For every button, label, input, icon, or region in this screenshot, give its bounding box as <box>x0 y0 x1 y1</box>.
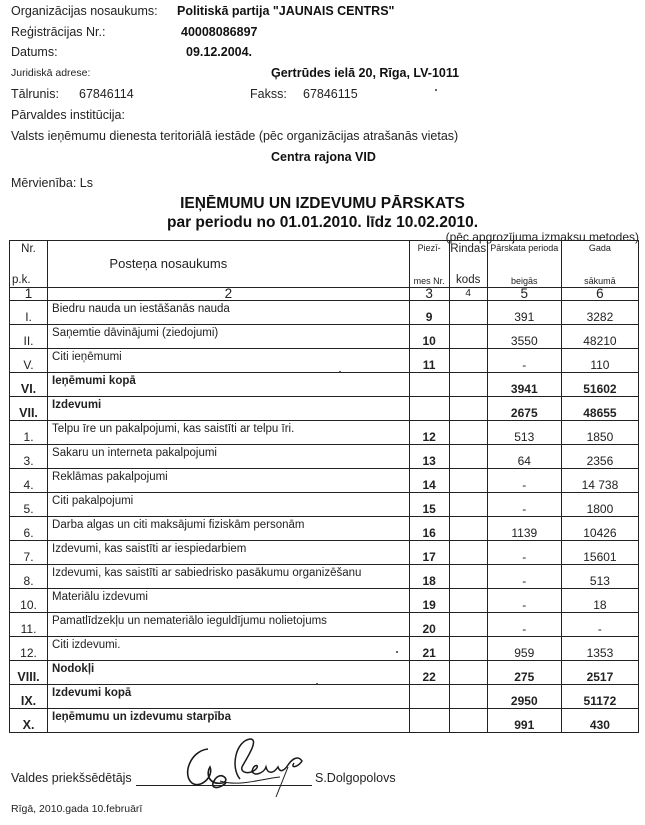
row-year-start: 430 <box>561 709 638 733</box>
scan-speck <box>396 651 398 653</box>
row-code <box>449 493 487 517</box>
row-note-nr: 14 <box>409 469 449 493</box>
row-code <box>449 541 487 565</box>
report-period: par periodu no 01.01.2010. līdz 10.02.2010. <box>166 214 478 231</box>
table-row <box>10 493 639 517</box>
row-code <box>449 445 487 469</box>
table-row <box>10 325 639 349</box>
row-note-nr <box>409 709 449 733</box>
row-period-end: - <box>487 613 561 637</box>
phone-value: 67846114 <box>79 87 134 101</box>
row-note-nr: 12 <box>409 421 449 445</box>
row-note-nr: 22 <box>409 661 449 685</box>
row-number: X. <box>10 709 48 733</box>
row-year-start: 110 <box>561 349 638 373</box>
row-item-name <box>48 493 410 517</box>
row-item-name <box>48 661 410 685</box>
row-period-end: - <box>487 541 561 565</box>
row-period-end: 959 <box>487 637 561 661</box>
row-year-start: 1850 <box>561 421 638 445</box>
header-nr: Nr. p.k. <box>10 241 48 288</box>
unit-label: Mērvienība: Ls <box>11 176 93 190</box>
row-item-name <box>48 709 410 733</box>
row-number: VI. <box>10 373 48 397</box>
row-note-nr: 18 <box>409 565 449 589</box>
header-period-end: Pārskata perioda beigās <box>487 241 561 288</box>
row-year-start: 14 738 <box>561 469 638 493</box>
table-row <box>10 373 639 397</box>
row-item-name <box>48 373 410 397</box>
row-item-name-text: Nodokļi <box>52 663 95 675</box>
row-item-name <box>48 421 410 445</box>
row-item-name-text: Ieņēmumu un izdevumu starpība <box>52 711 231 723</box>
row-item-name-text: Pamatlīdzekļu un nemateriālo ieguldījumu nolietojums <box>52 615 327 627</box>
row-period-end: - <box>487 469 561 493</box>
row-item-name-text: Reklāmas pakalpojumi <box>52 471 168 483</box>
row-item-name <box>48 445 410 469</box>
row-note-nr: 17 <box>409 541 449 565</box>
row-period-end: - <box>487 589 561 613</box>
row-code <box>449 685 487 709</box>
row-period-end: 3550 <box>487 325 561 349</box>
legal-address-value: Ģertrūdes ielā 20, Rīga, LV-1011 <box>271 66 460 80</box>
row-item-name-text: Citi pakalpojumi <box>52 495 134 507</box>
row-item-name-text: Izdevumi, kas saistīti ar sabiedrisko pasākumu organizēšanu <box>52 567 362 579</box>
row-item-name-text: Citi izdevumi. <box>52 639 121 651</box>
column-number: 6 <box>561 288 638 301</box>
row-note-nr: 9 <box>409 301 449 325</box>
row-code <box>449 661 487 685</box>
row-year-start: 10426 <box>561 517 638 541</box>
row-item-name <box>48 637 410 661</box>
row-item-name-text: Izdevumi <box>52 399 102 411</box>
row-year-start: 2517 <box>561 661 638 685</box>
row-item-name <box>48 685 410 709</box>
row-code <box>449 565 487 589</box>
row-year-start: 48655 <box>561 397 638 421</box>
row-number: 8. <box>10 565 48 589</box>
row-item-name <box>48 325 410 349</box>
column-number: 1 <box>10 288 48 301</box>
row-year-start: 51602 <box>561 373 638 397</box>
report-table <box>9 240 639 733</box>
row-item-name-text: Biedru nauda un iestāšanās nauda <box>52 303 230 315</box>
table-row <box>10 445 639 469</box>
row-period-end: 2950 <box>487 685 561 709</box>
row-number: 6. <box>10 517 48 541</box>
row-note-nr: 10 <box>409 325 449 349</box>
table-row <box>10 517 639 541</box>
header-year-start: Gada sākumā <box>561 241 638 288</box>
row-code <box>449 589 487 613</box>
row-number: I. <box>10 301 48 325</box>
row-item-name-text: Izdevumi kopā <box>52 687 132 699</box>
row-code <box>449 397 487 421</box>
column-number: 2 <box>48 288 410 301</box>
row-number: 3. <box>10 445 48 469</box>
row-year-start: 48210 <box>561 325 638 349</box>
row-number: V. <box>10 349 48 373</box>
tax-office-label: Valsts ieņēmumu dienesta teritoriālā iestāde (pēc organizācijas atrašanās vietas) <box>11 129 459 143</box>
row-note-nr <box>409 373 449 397</box>
row-period-end: 2675 <box>487 397 561 421</box>
row-year-start: 51172 <box>561 685 638 709</box>
org-name-label: Organizācijas nosaukums: <box>11 4 158 18</box>
table-row <box>10 637 639 661</box>
row-item-name-text: Materiālu izdevumi <box>52 591 148 603</box>
row-number: 10. <box>10 589 48 613</box>
row-code <box>449 469 487 493</box>
row-item-name <box>48 301 410 325</box>
table-row <box>10 301 639 325</box>
scan-speck <box>435 89 437 91</box>
row-code <box>449 517 487 541</box>
header-row-code: Rindas kods <box>449 241 487 288</box>
tax-office-value: Centra rajona VID <box>271 150 376 164</box>
admin-institution-label: Pārvaldes institūcija: <box>11 108 125 122</box>
row-number: 1. <box>10 421 48 445</box>
row-code <box>449 613 487 637</box>
row-item-name-text: Citi ieņēmumi <box>52 351 122 363</box>
row-period-end: - <box>487 349 561 373</box>
row-number: 12. <box>10 637 48 661</box>
row-item-name <box>48 397 410 421</box>
row-item-name <box>48 517 410 541</box>
row-item-name <box>48 589 410 613</box>
row-period-end: 64 <box>487 445 561 469</box>
row-period-end: 391 <box>487 301 561 325</box>
table-row <box>10 469 639 493</box>
row-number: 4. <box>10 469 48 493</box>
row-number: 7. <box>10 541 48 565</box>
column-number: 3 <box>409 288 449 301</box>
org-name-value: Politiskā partija "JAUNAIS CENTRS" <box>177 4 395 18</box>
row-year-start: 513 <box>561 565 638 589</box>
header-note-nr: Piezī- mes Nr. <box>409 241 449 288</box>
fax-value: 67846115 <box>303 87 358 101</box>
table-row <box>10 541 639 565</box>
row-item-name-text: Telpu īre un pakalpojumi, kas saistīti ar telpu īri. <box>52 423 295 435</box>
row-code <box>449 301 487 325</box>
row-year-start: 1800 <box>561 493 638 517</box>
row-note-nr: 19 <box>409 589 449 613</box>
signer-name: S.Dolgopolovs <box>315 771 396 785</box>
row-year-start: 18 <box>561 589 638 613</box>
date-value: 09.12.2004. <box>186 45 253 59</box>
row-note-nr: 15 <box>409 493 449 517</box>
column-number: 5 <box>487 288 561 301</box>
row-note-nr: 20 <box>409 613 449 637</box>
row-period-end: - <box>487 493 561 517</box>
row-item-name <box>48 565 410 589</box>
fax-label: Fakss: <box>250 87 287 101</box>
signature-icon <box>180 737 320 802</box>
row-note-nr: 21 <box>409 637 449 661</box>
table-row <box>10 709 639 733</box>
table-row <box>10 685 639 709</box>
row-code <box>449 325 487 349</box>
row-number: II. <box>10 325 48 349</box>
row-number: IX. <box>10 685 48 709</box>
column-number: 4 <box>449 288 487 301</box>
table-header-row <box>10 241 639 288</box>
phone-label: Tālrunis: <box>11 87 59 101</box>
legal-address-label: Juridiskā adrese: <box>11 67 91 79</box>
row-number: VII. <box>10 397 48 421</box>
report-title: IEŅĒMUMU UN IZDEVUMU PĀRSKATS <box>180 195 465 212</box>
row-item-name-text: Ieņēmumi kopā <box>52 375 136 387</box>
row-period-end: 513 <box>487 421 561 445</box>
row-item-name-text: Sakaru un interneta pakalpojumi <box>52 447 217 459</box>
table-row <box>10 421 639 445</box>
row-note-nr: 13 <box>409 445 449 469</box>
row-number: 11. <box>10 613 48 637</box>
scan-speck <box>316 683 318 685</box>
place-date: Rīgā, 2010.gada 10.februārī <box>11 803 143 815</box>
row-period-end: 1139 <box>487 517 561 541</box>
row-number: 5. <box>10 493 48 517</box>
row-period-end: 991 <box>487 709 561 733</box>
row-period-end: 3941 <box>487 373 561 397</box>
row-period-end: - <box>487 565 561 589</box>
table-row <box>10 589 639 613</box>
row-number: VIII. <box>10 661 48 685</box>
row-code <box>449 349 487 373</box>
row-year-start: 3282 <box>561 301 638 325</box>
table-row <box>10 661 639 685</box>
row-code <box>449 709 487 733</box>
row-year-start: 15601 <box>561 541 638 565</box>
table-row <box>10 397 639 421</box>
method-note: (pēc apgrozījuma izmaksu metodes) <box>445 230 639 244</box>
header-item-name: Posteņa nosaukums <box>48 241 410 288</box>
row-item-name <box>48 349 410 373</box>
row-item-name <box>48 541 410 565</box>
row-code <box>449 421 487 445</box>
row-period-end: 275 <box>487 661 561 685</box>
row-item-name-text: Saņemtie dāvinājumi (ziedojumi) <box>52 327 219 339</box>
row-year-start: 1353 <box>561 637 638 661</box>
scan-speck <box>339 371 341 373</box>
signer-role: Valdes priekšsēdētājs <box>11 771 132 785</box>
table-row <box>10 565 639 589</box>
row-year-start: - <box>561 613 638 637</box>
row-code <box>449 637 487 661</box>
row-item-name <box>48 469 410 493</box>
table-row <box>10 349 639 373</box>
row-note-nr <box>409 397 449 421</box>
row-code <box>449 373 487 397</box>
row-note-nr <box>409 685 449 709</box>
table-row <box>10 613 639 637</box>
reg-number-label: Reģistrācijas Nr.: <box>11 25 106 39</box>
reg-number-value: 40008086897 <box>181 25 258 39</box>
row-note-nr: 16 <box>409 517 449 541</box>
date-label: Datums: <box>11 45 58 59</box>
row-note-nr: 11 <box>409 349 449 373</box>
row-item-name <box>48 613 410 637</box>
row-item-name-text: Izdevumi, kas saistīti ar iespiedarbiem <box>52 543 247 555</box>
row-year-start: 2356 <box>561 445 638 469</box>
column-number-row <box>10 288 639 301</box>
row-item-name-text: Darba algas un citi maksājumi fiziskām personām <box>52 519 305 531</box>
